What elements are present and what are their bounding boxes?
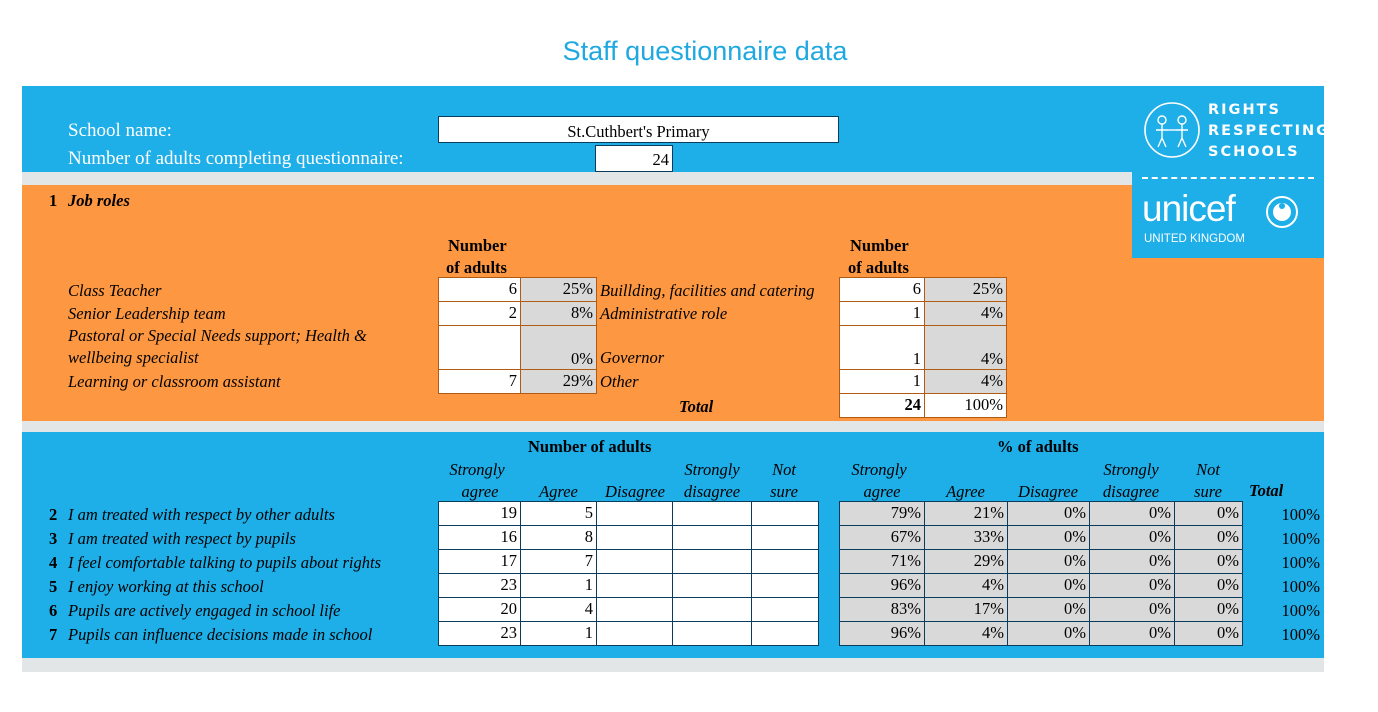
col-header-line2: sure [770,482,798,501]
question-number: 4 [49,553,58,572]
role-count-field[interactable]: 1 [839,369,925,394]
school-name-field[interactable]: St.Cuthbert's Primary [438,116,839,143]
col-header-line2: sure [1194,482,1222,501]
response-pct: 83% [839,597,925,622]
response-count-field[interactable] [751,501,819,526]
row-total: 100% [1281,625,1320,644]
question-label: I enjoy working at this school [68,577,264,596]
pct-header-disagree [1007,481,1089,503]
response-pct: 0% [1007,501,1090,526]
adults-count-field[interactable]: 24 [595,145,673,172]
col-header-line1: Strongly [449,460,505,479]
col-header-line2: agree [863,482,901,501]
rrs-line3: SCHOOLS [1208,144,1300,160]
response-count-field[interactable]: 1 [520,573,597,598]
unicef-country: UNITED KINGDOM [1144,233,1245,245]
response-pct: 0% [1174,501,1243,526]
logo-divider [1142,177,1314,179]
question-label: I am treated with respect by pupils [68,529,296,548]
response-count-field[interactable] [672,597,752,622]
col-header-line2: Disagree [1018,482,1078,501]
role-count-field[interactable]: 6 [438,277,521,302]
col-header-agree [520,481,597,503]
question-label: Pupils are actively engaged in school life [68,601,341,620]
row-total: 100% [1281,577,1320,596]
left-count-header [448,235,507,279]
response-pct: 0% [1007,621,1090,646]
col-header-line2: Agree [539,482,578,501]
col-header-line2: Agree [946,482,985,501]
col-header-line2: disagree [683,482,741,501]
unicef-wordmark: unicef [1142,188,1235,229]
total-count: 24 [839,393,925,418]
rrs-unicef-logo [1132,86,1331,258]
section-title: Job roles [68,191,130,210]
role-count-field[interactable]: 1 [839,301,925,326]
response-count-field[interactable] [596,525,673,550]
response-count-field[interactable] [751,573,819,598]
row-total: 100% [1281,529,1320,548]
role-count-field[interactable] [438,325,521,370]
response-pct: 0% [1174,597,1243,622]
children-holding-hands-icon [1142,100,1202,165]
response-count-field[interactable] [596,501,673,526]
response-pct: 0% [1089,549,1175,574]
response-count-field[interactable] [751,621,819,646]
rrs-line2: RESPECTING [1208,123,1331,139]
page-title: Staff questionnaire data [562,36,848,66]
response-pct: 96% [839,573,925,598]
left-count-header-line1: Number [448,236,507,255]
response-count-field[interactable]: 19 [438,501,521,526]
role-count-field[interactable]: 1 [839,325,925,370]
response-count-field[interactable]: 16 [438,525,521,550]
response-pct: 0% [1089,621,1175,646]
response-pct: 0% [1089,597,1175,622]
pct-header-strongly-disagree [1089,459,1173,503]
response-count-field[interactable] [672,549,752,574]
col-header-line1: Not [772,460,796,479]
role-pct: 8% [520,301,597,326]
response-pct: 0% [1007,573,1090,598]
response-pct: 4% [924,621,1008,646]
total-header: Total [1249,481,1284,500]
role-pct: 25% [520,277,597,302]
role-pct: 4% [924,301,1007,326]
question-number: 3 [49,529,58,548]
question-number: 6 [49,601,58,620]
question-label: I feel comfortable talking to pupils about rights [68,553,382,572]
role-label: Senior Leadership team [68,304,226,323]
response-count-field[interactable]: 4 [520,597,597,622]
question-label: I am treated with respect by other adults [68,505,335,524]
col-header-line1: Not [1196,460,1220,479]
role-label: Pastoral or Special Needs support; Health & [68,326,367,345]
response-count-field[interactable]: 5 [520,501,597,526]
job-roles-separator [22,421,1324,432]
response-count-field[interactable]: 23 [438,573,521,598]
role-label: wellbeing specialist [68,348,199,367]
response-count-field[interactable]: 7 [520,549,597,574]
col-header-line1: Strongly [851,460,907,479]
row-total: 100% [1281,505,1320,524]
total-pct: 100% [924,393,1007,418]
response-pct: 0% [1089,525,1175,550]
role-count-field[interactable]: 2 [438,301,521,326]
role-pct: 29% [520,369,597,394]
response-count-field[interactable] [751,549,819,574]
response-count-field[interactable]: 23 [438,621,521,646]
role-count-field[interactable]: 7 [438,369,521,394]
response-pct: 29% [924,549,1008,574]
role-pct: 25% [924,277,1007,302]
col-header-line2: Disagree [605,482,665,501]
right-count-header-line1: Number [850,236,909,255]
total-label: Total [679,397,714,416]
role-pct: 4% [924,325,1007,370]
school-name-label: School name: [68,120,172,141]
response-pct: 0% [1174,525,1243,550]
pct-adults-header: % of adults [997,437,1079,456]
role-pct: 4% [924,369,1007,394]
response-pct: 96% [839,621,925,646]
response-count-field[interactable] [672,501,752,526]
response-pct: 17% [924,597,1008,622]
rrs-line1: RIGHTS [1208,102,1281,118]
response-pct: 0% [1174,621,1243,646]
role-pct: 0% [520,325,597,370]
response-count-field[interactable] [596,573,673,598]
adults-count-label: Number of adults completing questionnaire: [68,148,404,169]
col-header-not-sure [752,459,816,503]
response-pct: 0% [1007,597,1090,622]
right-count-header [850,235,909,279]
header-separator [22,172,1132,185]
rrs-text [1208,100,1330,163]
question-label: Pupils can influence decisions made in school [68,625,373,644]
col-header-line1: Strongly [1103,460,1159,479]
col-header-line2: disagree [1102,482,1160,501]
response-count-field[interactable] [672,573,752,598]
role-label: Learning or classroom assistant [68,372,281,391]
row-total: 100% [1281,553,1320,572]
response-pct: 21% [924,501,1008,526]
role-label: Governor [600,348,665,367]
right-count-header-line2: of adults [848,258,909,277]
response-pct: 4% [924,573,1008,598]
role-label: Other [600,372,639,391]
response-count-field[interactable] [596,621,673,646]
role-label: Class Teacher [68,281,162,300]
question-number: 5 [49,577,58,596]
response-pct: 33% [924,525,1008,550]
num-adults-header: Number of adults [528,437,652,456]
role-label: Administrative role [600,304,728,323]
response-count-field[interactable]: 20 [438,597,521,622]
survey-footer [22,658,1324,672]
col-header-strongly-disagree [673,459,751,503]
pct-header-strongly-agree [840,459,924,503]
response-pct: 0% [1174,549,1243,574]
response-count-field[interactable] [596,597,673,622]
question-number: 2 [49,505,58,524]
role-label: Buillding, facilities and catering [600,281,815,300]
pct-header-agree [924,481,1007,503]
response-count-field[interactable] [596,549,673,574]
question-number: 7 [49,625,58,644]
col-header-strongly-agree [440,459,520,503]
section-number: 1 [49,191,58,210]
col-header-line2: agree [461,482,499,501]
response-count-field[interactable] [672,621,752,646]
row-total: 100% [1281,601,1320,620]
response-pct: 71% [839,549,925,574]
response-pct: 79% [839,501,925,526]
col-header-disagree [597,481,673,503]
response-pct: 0% [1174,573,1243,598]
unicef-emblem-icon [1264,194,1300,235]
response-count-field[interactable] [751,525,819,550]
response-count-field[interactable]: 17 [438,549,521,574]
response-count-field[interactable] [751,597,819,622]
response-pct: 0% [1007,525,1090,550]
response-pct: 0% [1007,549,1090,574]
role-count-field[interactable]: 6 [839,277,925,302]
col-header-line1: Strongly [684,460,740,479]
left-count-header-line2: of adults [446,258,507,277]
response-count-field[interactable]: 1 [520,621,597,646]
response-pct: 67% [839,525,925,550]
response-count-field[interactable]: 8 [520,525,597,550]
response-count-field[interactable] [672,525,752,550]
response-pct: 0% [1089,501,1175,526]
response-pct: 0% [1089,573,1175,598]
pct-header-not-sure [1174,459,1242,503]
